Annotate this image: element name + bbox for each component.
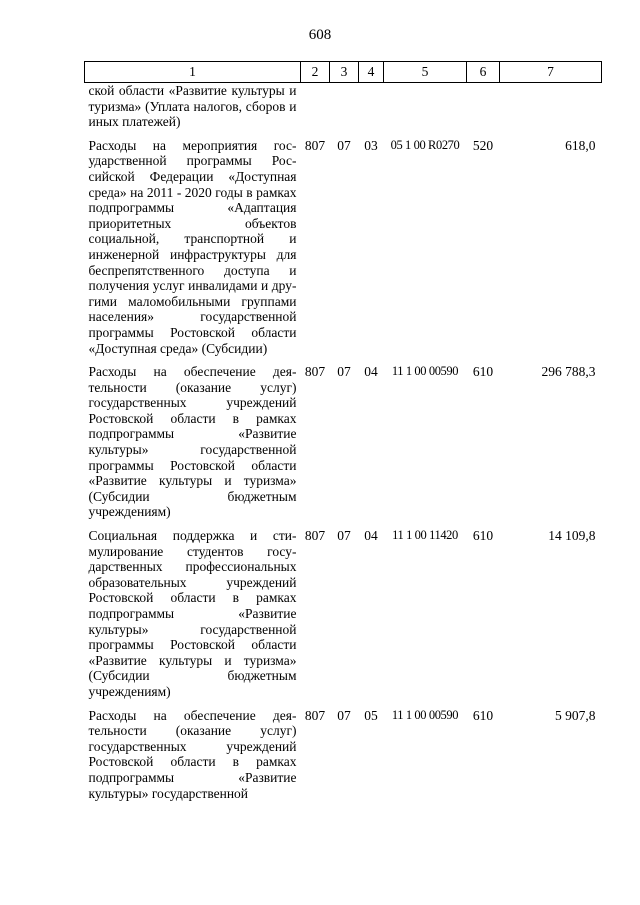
row-expense-type-code: 520: [472, 137, 494, 153]
header-row: [85, 62, 602, 83]
row-target-article-code: 11 1 00 00590: [391, 364, 459, 379]
row-subsection-code: 05: [364, 707, 378, 723]
row-amount: 5 907,8: [555, 707, 596, 723]
row-expense-type-code: 610: [472, 707, 494, 723]
row-target-article-code: 05 1 00 R0270: [390, 137, 460, 152]
row-description: Расходы на обеспечение деятельности (оказание услуг) государственных учреждений Ростовской области в рамках подпрограммы «Развитие культуры» государственной программы Ростовской области «Развитие культуры и туризма» (Субсидии бюджетным учреждениям): [88, 364, 297, 520]
row-description: Социальная поддержка и стимулирование студентов государственных профессиональных образовательных учреждений Ростовской области в рамках подпрограммы «Развитие культуры» государственной программы Ростовской области «Развитие культуры и туризма» (Субсидии бюджетным учреждениям): [88, 528, 297, 699]
table-row: [85, 138, 602, 364]
column-header-6: 6: [467, 62, 500, 83]
column-header-3: 3: [330, 62, 359, 83]
column-header-1: 1: [85, 62, 301, 83]
row-ministry-code: 807: [304, 364, 326, 380]
row-description: Расходы на мероприятия государственной программы Российской Федерации «Доступная среда» на 2011 - 2020 годы в рамках подпрограммы «Адаптация приоритетных объектов социальной, транспортной и инженерной инфраструктуры для беспрепятственного доступа и получения услуг инвалидами и другими маломобильными группами населения» государственной программы Ростовской области «Доступная среда» (Субсидии): [88, 137, 297, 356]
row-ministry-code: 807: [304, 137, 326, 153]
row-subsection-code: 03: [364, 137, 378, 153]
row-target-article-code: [384, 83, 467, 138]
row-subsection-code: 04: [364, 364, 378, 380]
row-ministry-code: 807: [304, 528, 326, 544]
row-subsection-code: 04: [364, 528, 378, 544]
row-amount: 618,0: [565, 137, 596, 153]
row-amount: [500, 83, 602, 138]
table-row: [85, 528, 602, 708]
table-row: [85, 708, 602, 810]
row-target-article-code: 11 1 00 00590: [391, 707, 459, 722]
row-ministry-code: [301, 83, 330, 138]
row-ministry-code: 807: [304, 707, 326, 723]
row-expense-type-code: [467, 83, 500, 138]
column-header-7: 7: [500, 62, 602, 83]
row-expense-type-code: 610: [472, 528, 494, 544]
column-header-4: 4: [359, 62, 384, 83]
column-header-2: 2: [301, 62, 330, 83]
row-section-code: 07: [337, 137, 351, 153]
row-amount: 14 109,8: [548, 528, 596, 544]
row-target-article-code: 11 1 00 11420: [392, 528, 458, 543]
row-section-code: 07: [337, 528, 351, 544]
row-section-code: 07: [337, 364, 351, 380]
row-description: Расходы на обеспечение деятельности (оказание услуг) государственных учреждений Ростовской области в рамках подпрограммы «Развитие культуры» государственной: [88, 707, 297, 801]
page-number: 608: [308, 27, 332, 43]
table-header: [85, 62, 602, 83]
row-description: ской области «Развитие культуры и туризма» (Уплата налогов, сборов и иных платежей): [88, 83, 297, 130]
row-subsection-code: [359, 83, 384, 138]
column-header-5: 5: [384, 62, 467, 83]
row-expense-type-code: 610: [472, 364, 494, 380]
row-amount: 296 788,3: [541, 364, 596, 380]
row-section-code: 07: [337, 707, 351, 723]
budget-table: [84, 61, 602, 809]
row-section-code: [330, 83, 359, 138]
table-body: [85, 83, 602, 810]
table-row: [85, 83, 602, 138]
table-row: [85, 364, 602, 528]
